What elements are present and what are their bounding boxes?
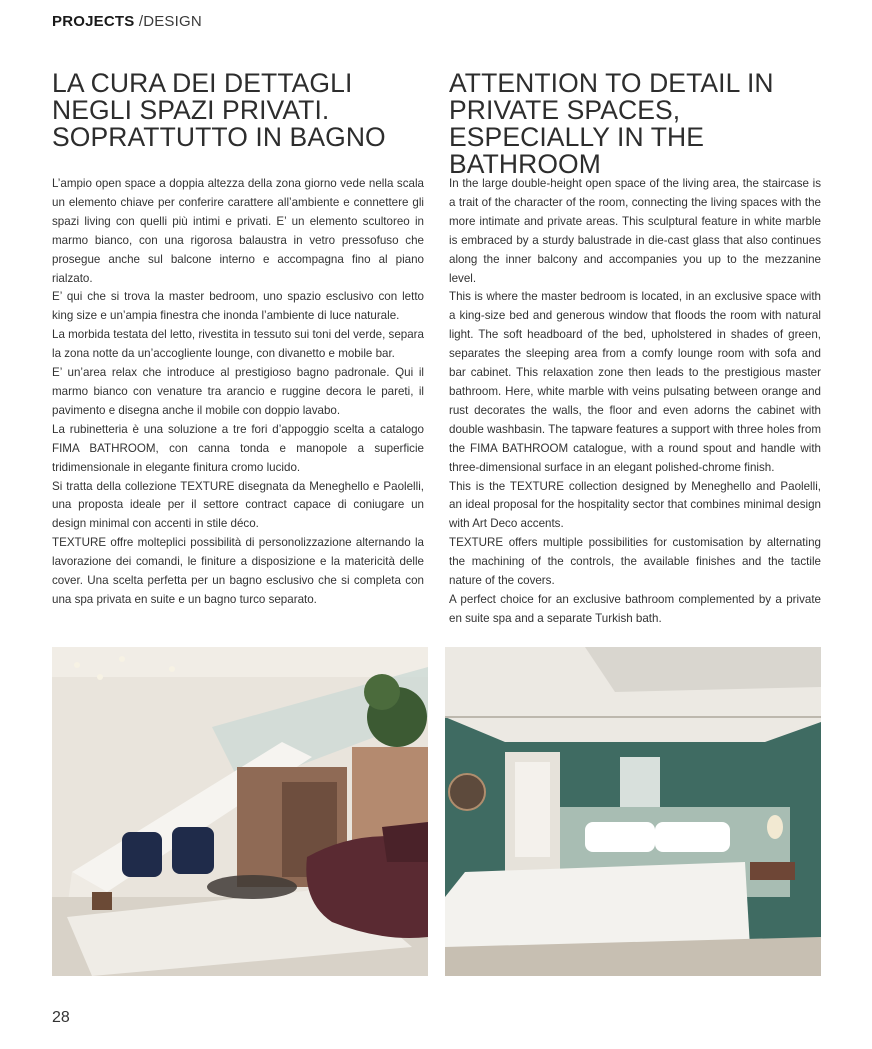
running-header [52, 13, 202, 30]
english-column [449, 70, 821, 629]
italian-paragraph: L’ampio open space a doppia altezza della zona giorno vede nella scala un elemento chiave per conferire carattere all’ambiente e connettere gli spazi living con quelli più intimi e privati. E’ un elemento scultoreo in marmo bianco, con una rigorosa balaustra in vetro pressofuso che prosegue anche sul balcone interno e accompagna fino al piano rialzato. [52, 177, 424, 285]
living-room-illustration [52, 647, 428, 976]
italian-body [52, 175, 424, 610]
header-section: PROJECTS [52, 13, 135, 30]
italian-paragraph: Si tratta della collezione TEXTURE disegnata da Meneghello e Paolelli, una proposta ideale per il settore contract capace di coniugare un design minimal con accenti in stile déco. [52, 479, 424, 531]
english-body [449, 175, 821, 629]
italian-paragraph: TEXTURE offre molteplici possibilità di personolizzazione alternando la lavorazione dei comandi, le finiture a disposizione e la matericità delle cover. Una scelta perfetta per un bagno esclusivo che si completa con una spa privata en suite e un bagno turco separato. [52, 536, 424, 606]
english-paragraph: A perfect choice for an exclusive bathroom complemented by a private en suite spa and a separate Turkish bath. [449, 592, 821, 625]
bedroom-illustration [445, 647, 821, 976]
english-paragraph: In the large double-height open space of the living area, the staircase is a trait of the character of the room, connecting the living spaces with the more intimate and private areas. This sculptural feature in white marble is embraced by a sturdy balustrade in die-cast glass that also continues along the inner balcony and accompanies you up to the mezzanine level. [449, 177, 821, 285]
italian-paragraph: E’ qui che si trova la master bedroom, uno spazio esclusivo con letto king size e un’ampia finestra che inonda l’ambiente di luce naturale. [52, 290, 424, 323]
english-title: ATTENTION TO DETAIL IN PRIVATE SPACES, ESPECIALLY IN THE BATHROOM [449, 68, 774, 179]
english-paragraph: TEXTURE offers multiple possibilities for customisation by alternating the machining of the controls, the available finishes and the tactile nature of the covers. [449, 536, 821, 588]
italian-paragraph: La rubinetteria è una soluzione a tre fori d’appoggio scelta a catalogo FIMA BATHROOM, con canna tonda e manopole a superficie tridimensionale in elegante finitura cromo lucido. [52, 422, 424, 474]
living-room-photo [52, 647, 428, 976]
header-subsection: /DESIGN [138, 13, 202, 30]
english-paragraph: This is where the master bedroom is located, in an exclusive space with a king-size bed and generous window that floods the room with natural light. The soft headboard of the bed, upholstered in shades of green, separates the sleeping area from a comfy lounge room with sofa and bar cabinet. This relaxation zone then leads to the prestigious master bathroom. Here, white marble with veins pulsating between orange and rust decorates the walls, the floor and even adorns the cabinet with double washbasin. The tapware features a support with three holes from the FIMA BATHROOM catalogue, with a round spout and handle with three-dimensional surface in an elegant polished-chrome finish. [449, 290, 821, 474]
italian-paragraph: La morbida testata del letto, rivestita in tessuto sui toni del verde, separa la zona notte da un’accogliente lounge, con divanetto e mobile bar. [52, 328, 424, 361]
italian-column [52, 70, 424, 610]
italian-title: LA CURA DEI DETTAGLI NEGLI SPAZI PRIVATI. SOPRATTUTTO IN BAGNO [52, 68, 386, 152]
page-number: 28 [52, 1009, 70, 1026]
english-paragraph: This is the TEXTURE collection designed by Meneghello and Paolelli, an ideal proposal for the hospitality sector that combines minimal design with Art Deco accents. [449, 479, 821, 531]
bedroom-photo [445, 647, 821, 976]
italian-paragraph: E’ un’area relax che introduce al prestigioso bagno padronale. Qui il marmo bianco con venature tra arancio e ruggine decora le pareti, il pavimento e disegna anche il mobile con doppio lavabo. [52, 366, 424, 417]
